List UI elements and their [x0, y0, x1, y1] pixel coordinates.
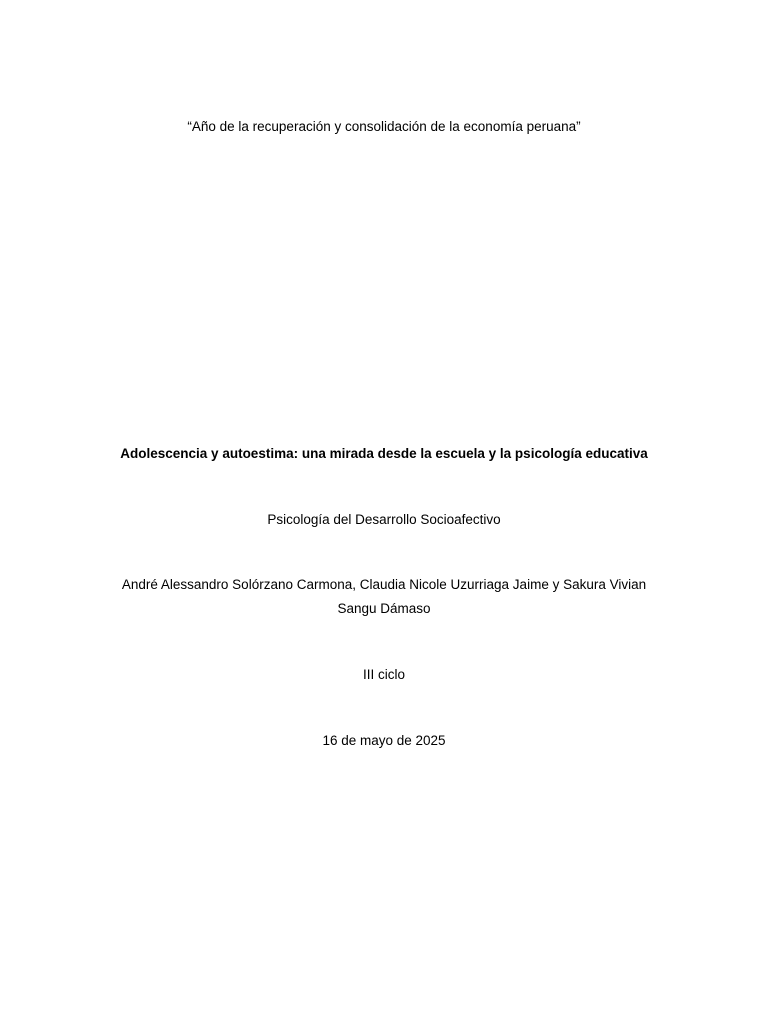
year-motto: “Año de la recuperación y consolidación de la economía peruana”	[187, 119, 581, 134]
authors-line-1: André Alessandro Solórzano Carmona, Claudia Nicole Uzurriaga Jaime y Sakura Vivian	[121, 577, 647, 592]
academic-cycle: III ciclo	[362, 667, 405, 682]
course-name: Psicología del Desarrollo Socioafectivo	[267, 512, 501, 527]
document-date: 16 de mayo de 2025	[322, 733, 446, 748]
document-title: Adolescencia y autoestima: una mirada desde la escuela y la psicología educativa	[120, 446, 648, 461]
authors-line-2: Sangu Dámaso	[337, 601, 431, 616]
